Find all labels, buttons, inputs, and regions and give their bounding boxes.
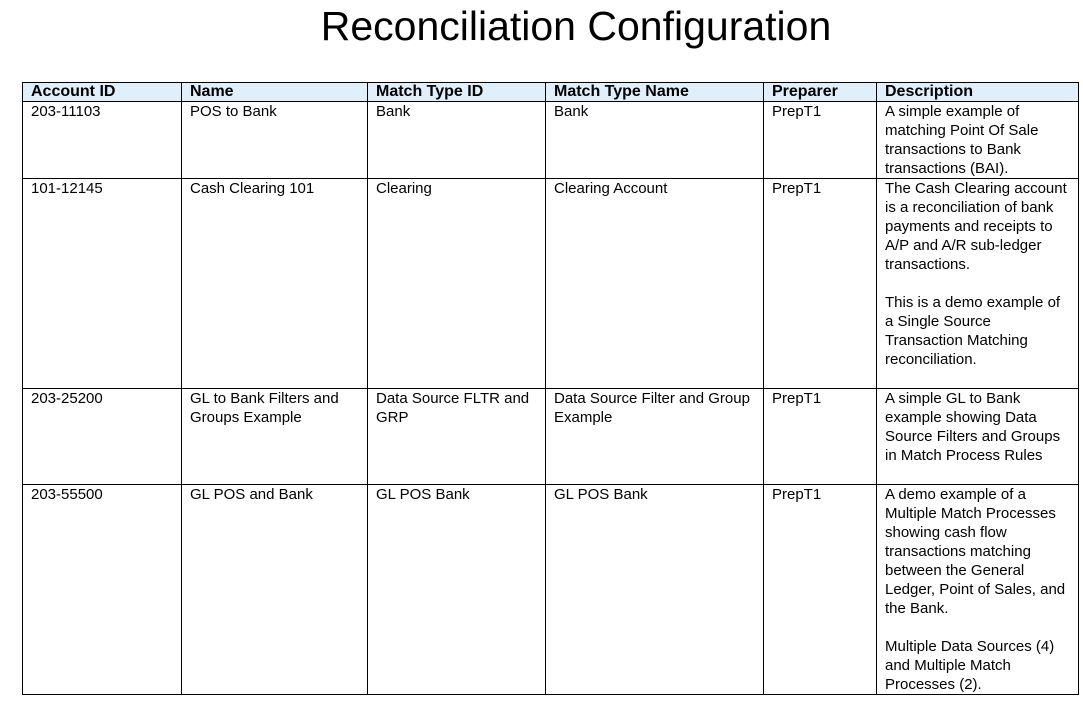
cell-match-type-name: GL POS Bank [546,485,764,695]
cell-match-type-id: GL POS Bank [368,485,546,695]
description-paragraph: A simple example of matching Point Of Sale transactions to Bank transactions (BAI). [885,103,1039,177]
cell-account-id: 101-12145 [23,179,182,389]
cell-match-type-id: Data Source FLTR and GRP [368,389,546,485]
cell-match-type-name: Data Source Filter and Group Example [546,389,764,485]
cell-name: Cash Clearing 101 [182,179,368,389]
cell-match-type-name: Bank [546,102,764,179]
table-row [23,179,1079,389]
table-row [23,102,1079,179]
column-header-preparer: Preparer [764,83,877,102]
description-paragraph: The Cash Clearing account is a reconciliation of bank payments and receipts to A/P and A/R sub-ledger transactions. [885,180,1067,273]
cell-match-type-id: Bank [368,102,546,179]
description-paragraph: Multiple Data Sources (4) and Multiple Match Processes (2). [885,638,1055,693]
table-header-row [23,83,1079,102]
cell-preparer: PrepT1 [764,389,877,485]
cell-account-id: 203-25200 [23,389,182,485]
table-row [23,389,1079,485]
cell-name: POS to Bank [182,102,368,179]
column-header-name: Name [182,83,368,102]
cell-preparer: PrepT1 [764,102,877,179]
column-header-description: Description [877,83,1079,102]
cell-description [877,485,1079,695]
cell-description [877,179,1079,389]
column-header-match-type-id: Match Type ID [368,83,546,102]
cell-match-type-name: Clearing Account [546,179,764,389]
description-paragraph: A simple GL to Bank example showing Data Source Filters and Groups in Match Process Rules [885,390,1061,464]
cell-preparer: PrepT1 [764,485,877,695]
cell-description [877,389,1079,485]
column-header-account-id: Account ID [23,83,182,102]
column-header-match-type-name: Match Type Name [546,83,764,102]
description-paragraph: A demo example of a Multiple Match Processes showing cash flow transactions matching between the General Ledger, Point of Sales, and the Bank. [885,486,1066,617]
cell-name: GL POS and Bank [182,485,368,695]
table-row [23,485,1079,695]
cell-account-id: 203-55500 [23,485,182,695]
cell-match-type-id: Clearing [368,179,546,389]
cell-preparer: PrepT1 [764,179,877,389]
page-title: Reconciliation Configuration [320,3,832,49]
cell-name: GL to Bank Filters and Groups Example [182,389,368,485]
description-paragraph: This is a demo example of a Single Source Transaction Matching reconciliation. [885,294,1061,368]
cell-description [877,102,1079,179]
reconciliation-table [22,82,1079,695]
cell-account-id: 203-11103 [23,102,182,179]
